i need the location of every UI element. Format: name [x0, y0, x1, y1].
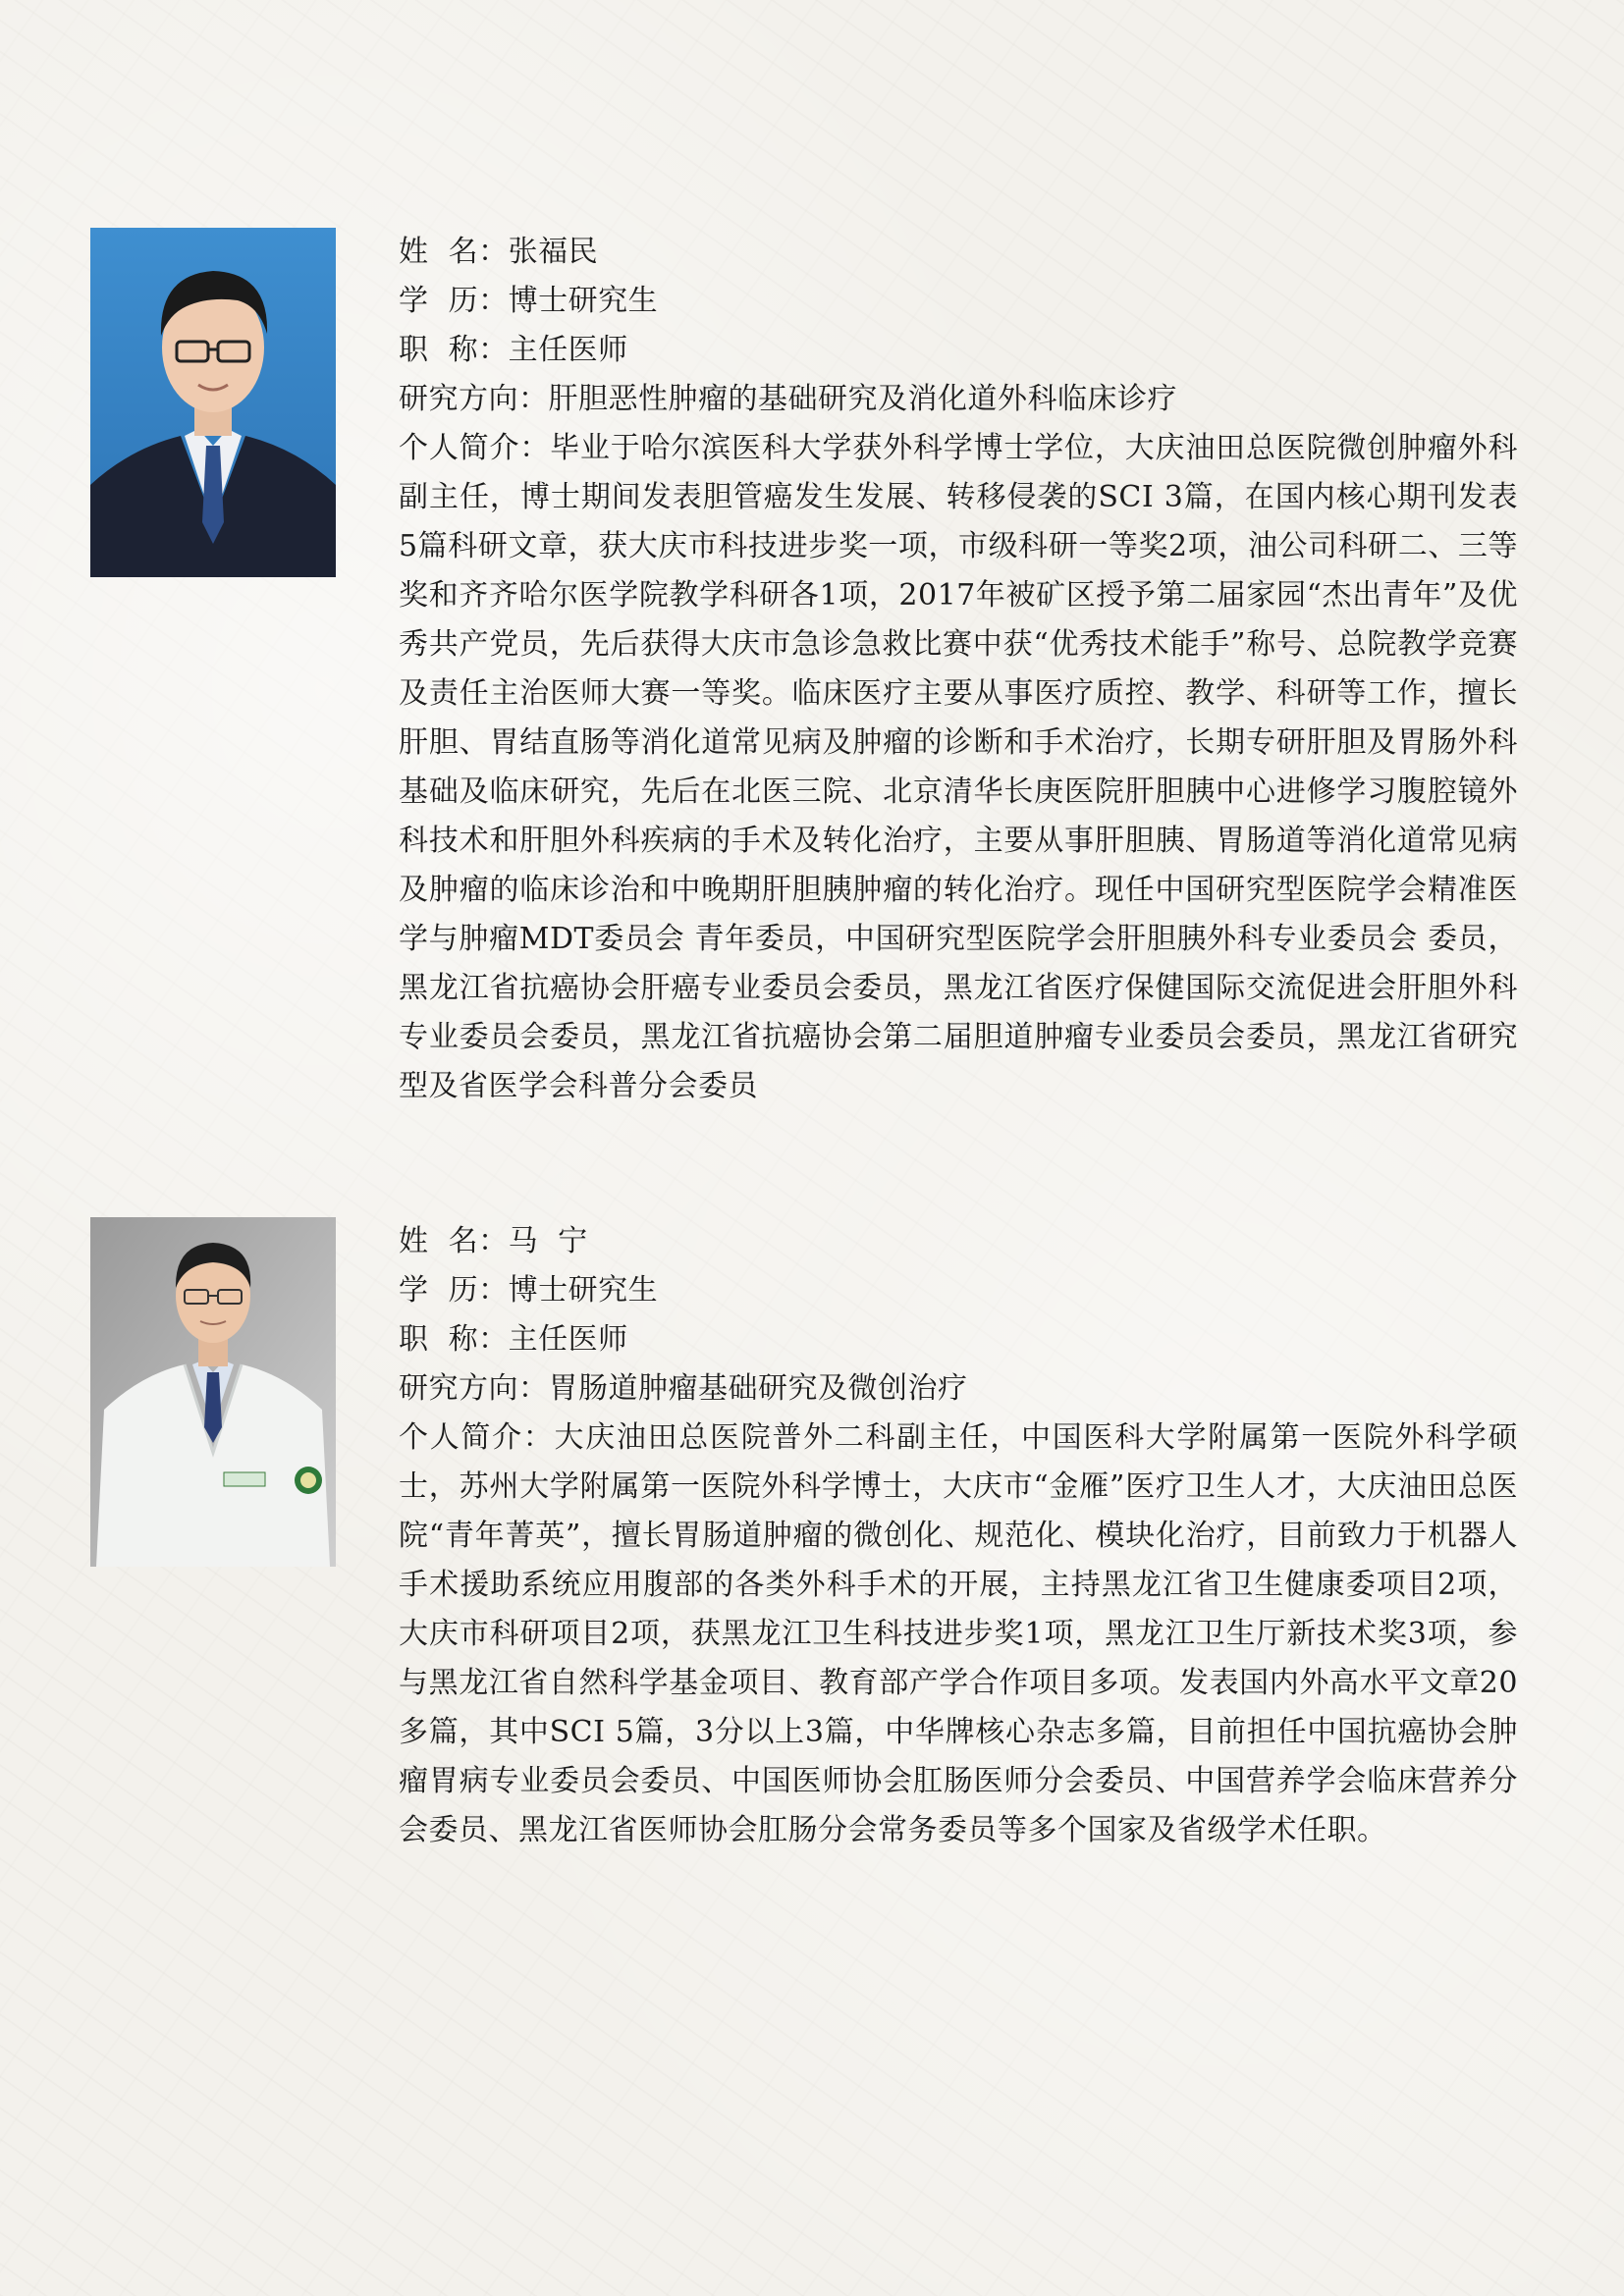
research-line [399, 375, 1518, 424]
education-line [399, 1266, 1518, 1315]
title-label: 职 称： [399, 1322, 509, 1357]
portrait-image [90, 228, 336, 577]
education-value: 博士研究生 [508, 1273, 659, 1308]
research-label: 研究方向： [399, 382, 549, 416]
bio-label: 个人简介： [399, 1420, 555, 1455]
profile-details [399, 228, 1518, 1111]
research-value: 胃肠道肿瘤基础研究及微创治疗 [548, 1371, 968, 1406]
title-line [399, 1315, 1518, 1364]
bio-paragraph [399, 1414, 1518, 1855]
portrait-image [90, 1217, 336, 1567]
profile-details [399, 1217, 1518, 1855]
name-label: 姓 名： [399, 1224, 509, 1258]
doctor-photo [90, 1217, 336, 1567]
title-value: 主任医师 [508, 1322, 628, 1357]
name-value: 张福民 [508, 235, 599, 269]
research-value: 肝胆恶性肿瘤的基础研究及消化道外科临床诊疗 [548, 382, 1177, 416]
title-line [399, 326, 1518, 375]
title-label: 职 称： [399, 333, 509, 367]
name-line [399, 1217, 1518, 1266]
name-line [399, 228, 1518, 277]
name-value: 马 宁 [508, 1224, 588, 1258]
title-value: 主任医师 [508, 333, 628, 367]
education-label: 学 历： [399, 1273, 509, 1308]
name-label: 姓 名： [399, 235, 509, 269]
bio-paragraph [399, 424, 1518, 1111]
bio-label: 个人简介： [399, 431, 551, 465]
research-line [399, 1364, 1518, 1414]
doctor-photo [90, 228, 336, 577]
education-line [399, 277, 1518, 326]
education-value: 博士研究生 [508, 284, 659, 318]
bio-text: 毕业于哈尔滨医科大学获外科学博士学位，大庆油田总医院微创肿瘤外科副主任，博士期间发表胆管癌发生发展、转移侵袭的SCI 3篇，在国内核心期刊发表5篇科研文章，获大庆市科技进步奖一项，市级科研一等奖2项，油公司科研二、三等奖和齐齐哈尔医学院教学科研各1项，2017年被矿区授予第二届家园“杰出青年”及优秀共产党员，先后获得大庆市急诊急救比赛中获“优秀技术能手”称号、总院教学竞赛及责任主治医师大赛一等奖。临床医疗主要从事医疗质控、教学、科研等工作，擅长肝胆、胃结直肠等消化道常见病及肿瘤的诊断和手术治疗，长期专研肝胆及胃肠外科基础及临床研究，先后在北医三院、北京清华长庚医院肝胆胰中心进修学习腹腔镜外科技术和肝胆外科疾病的手术及转化治疗，主要从事肝胆胰、胃肠道等消化道常见病及肿瘤的临床诊治和中晚期肝胆胰肿瘤的转化治疗。现任中国研究型医院学会精准医学与肿瘤MDT委员会 青年委员，中国研究型医院学会肝胆胰外科专业委员会 委员，黑龙江省抗癌协会肝癌专业委员会委员，黑龙江省医疗保健国际交流促进会肝胆外科专业委员会委员，黑龙江省抗癌协会第二届胆道肿瘤专业委员会委员，黑龙江省研究型及省医学会科普分会委员 [399, 431, 1519, 1103]
education-label: 学 历： [399, 284, 509, 318]
research-label: 研究方向： [399, 1371, 549, 1406]
bio-text: 大庆油田总医院普外二科副主任，中国医科大学附属第一医院外科学硕士，苏州大学附属第一医院外科学博士，大庆市“金雁”医疗卫生人才，大庆油田总医院“青年菁英”，擅长胃肠道肿瘤的微创化、规范化、模块化治疗，目前致力于机器人手术援助系统应用腹部的各类外科手术的开展，主持黑龙江省卫生健康委项目2项，大庆市科研项目2项，获黑龙江卫生科技进步奖1项，黑龙江卫生厅新技术奖3项，参与黑龙江省自然科学基金项目、教育部产学合作项目多项。发表国内外高水平文章20多篇，其中SCI 5篇，3分以上3篇，中华牌核心杂志多篇，目前担任中国抗癌协会肿瘤胃病专业委员会委员、中国医师协会肛肠医师分会委员、中国营养学会临床营养分会委员、黑龙江省医师协会肛肠分会常务委员等多个国家及省级学术任职。 [399, 1420, 1518, 1847]
